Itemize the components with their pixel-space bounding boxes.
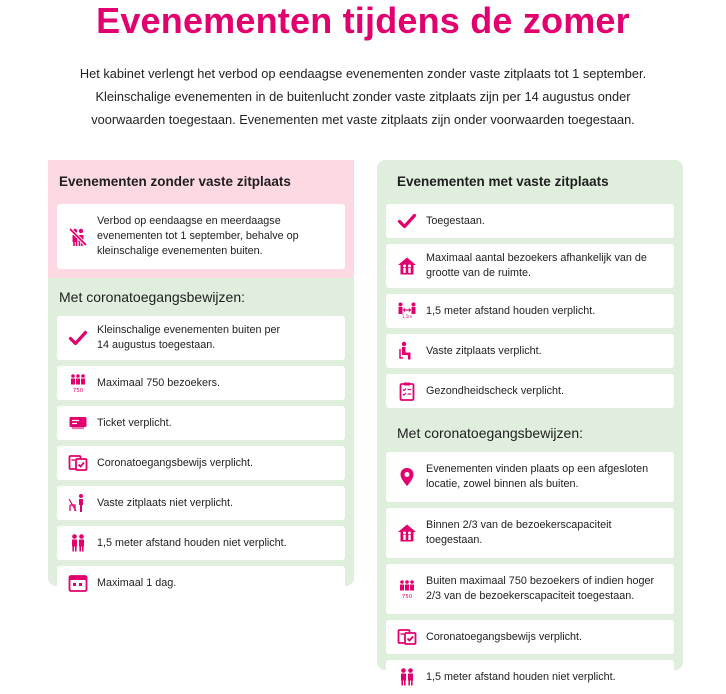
list-item [57, 446, 345, 480]
item-text: 14 augustus toegestaan. [97, 339, 216, 351]
ban-section [48, 160, 354, 278]
ticket-icon [68, 413, 88, 433]
list-item [57, 486, 345, 520]
item-text: 2/3 van de bezoekerscapaciteit toegestaan. [426, 590, 635, 602]
list-item [57, 566, 345, 600]
item-text: toegestaan. [426, 534, 483, 546]
list-item [57, 526, 345, 560]
item-text: 1,5 meter afstand houden verplicht. [426, 304, 596, 317]
list-item [57, 406, 345, 440]
intro-line: Kleinschalige evenementen in de buitenlucht zonder vaste zitplaats zijn per 14 augustus onder [95, 89, 631, 104]
calendar-icon [68, 573, 88, 593]
distance-icon [397, 301, 417, 321]
panel-with-fixed-seat [377, 160, 683, 683]
item-text: Vaste zitplaats niet verplicht. [97, 496, 234, 509]
list-item [386, 452, 674, 502]
standing-person-icon [68, 493, 88, 513]
intro-line: Het kabinet verlengt het verbod op eendaagse evenementen zonder vaste zitplaats tot 1 september. [79, 66, 647, 81]
intro-line: voorwaarden toegestaan. Evenementen met vaste zitplaats zijn onder voorwaarden toegestaan. [91, 112, 635, 127]
panel-title: Evenementen zonder vaste zitplaats [59, 174, 291, 189]
people-icon [397, 667, 417, 687]
item-text: Maximaal aantal bezoekers afhankelijk van de [426, 252, 647, 264]
list-item [57, 316, 345, 360]
item-text: Buiten maximaal 750 bezoekers of indien hoger [426, 575, 655, 587]
list-item [386, 620, 674, 654]
checkmark-icon [68, 328, 88, 348]
people-icon [68, 533, 88, 553]
ban-card [57, 204, 345, 269]
list-item [386, 508, 674, 558]
checkmark-icon [397, 211, 417, 231]
item-text: Coronatoegangsbewijs verplicht. [426, 630, 583, 643]
item-text: Maximaal 750 bezoekers. [97, 376, 221, 389]
list-item [386, 374, 674, 408]
section-title: Met coronatoegangsbewijzen: [397, 425, 584, 441]
item-text: grootte van de ruimte. [426, 267, 532, 279]
list-item [386, 294, 674, 328]
item-text: Ticket verplicht. [97, 416, 172, 429]
clipboard-icon [397, 381, 417, 401]
item-text: Coronatoegangsbewijs verplicht. [97, 456, 254, 469]
crowd-750-icon [397, 579, 417, 599]
certificate-icon [397, 627, 417, 647]
ban-line: Verbod op eendaagse en meerdaagse [97, 215, 281, 227]
item-text: locatie, zowel binnen als buiten. [426, 478, 579, 490]
location-pin-icon [397, 467, 417, 487]
item-text: Evenementen vinden plaats op een afgesloten [426, 463, 649, 475]
icon-badge: 750 [401, 594, 413, 600]
item-text: Maximaal 1 dag. [97, 576, 177, 589]
panel-title: Evenementen met vaste zitplaats [397, 174, 609, 189]
intro-text [60, 62, 666, 131]
list-item [57, 366, 345, 400]
list-item [386, 244, 674, 288]
ban-line: evenementen tot 1 september, behalve op [97, 230, 299, 242]
icon-badge: 750 [72, 388, 84, 394]
list-item [386, 564, 674, 614]
seated-person-icon [397, 341, 417, 361]
section-title: Met coronatoegangsbewijzen: [59, 289, 246, 305]
panel-without-fixed-seat [48, 160, 354, 589]
list-item [386, 334, 674, 368]
list-item [386, 660, 674, 694]
list-item [386, 204, 674, 238]
item-text: 1,5 meter afstand houden niet verplicht. [97, 536, 287, 549]
house-people-icon [397, 523, 417, 543]
page-title: Evenementen tijdens de zomer [96, 0, 630, 41]
item-text: Toegestaan. [426, 214, 485, 227]
item-text: Gezondheidscheck verplicht. [426, 384, 565, 397]
house-people-icon [397, 256, 417, 276]
ban-line: kleinschalige evenementen buiten. [97, 245, 263, 257]
item-text: 1,5 meter afstand houden niet verplicht. [426, 670, 616, 683]
crowd-750-icon [68, 373, 88, 393]
item-text: Vaste zitplaats verplicht. [426, 344, 542, 357]
no-people-icon [68, 227, 88, 247]
icon-badge: 1,5m [401, 314, 413, 319]
item-text: Binnen 2/3 van de bezoekerscapaciteit [426, 519, 612, 531]
certificate-icon [68, 453, 88, 473]
item-text: Kleinschalige evenementen buiten per [97, 324, 281, 336]
